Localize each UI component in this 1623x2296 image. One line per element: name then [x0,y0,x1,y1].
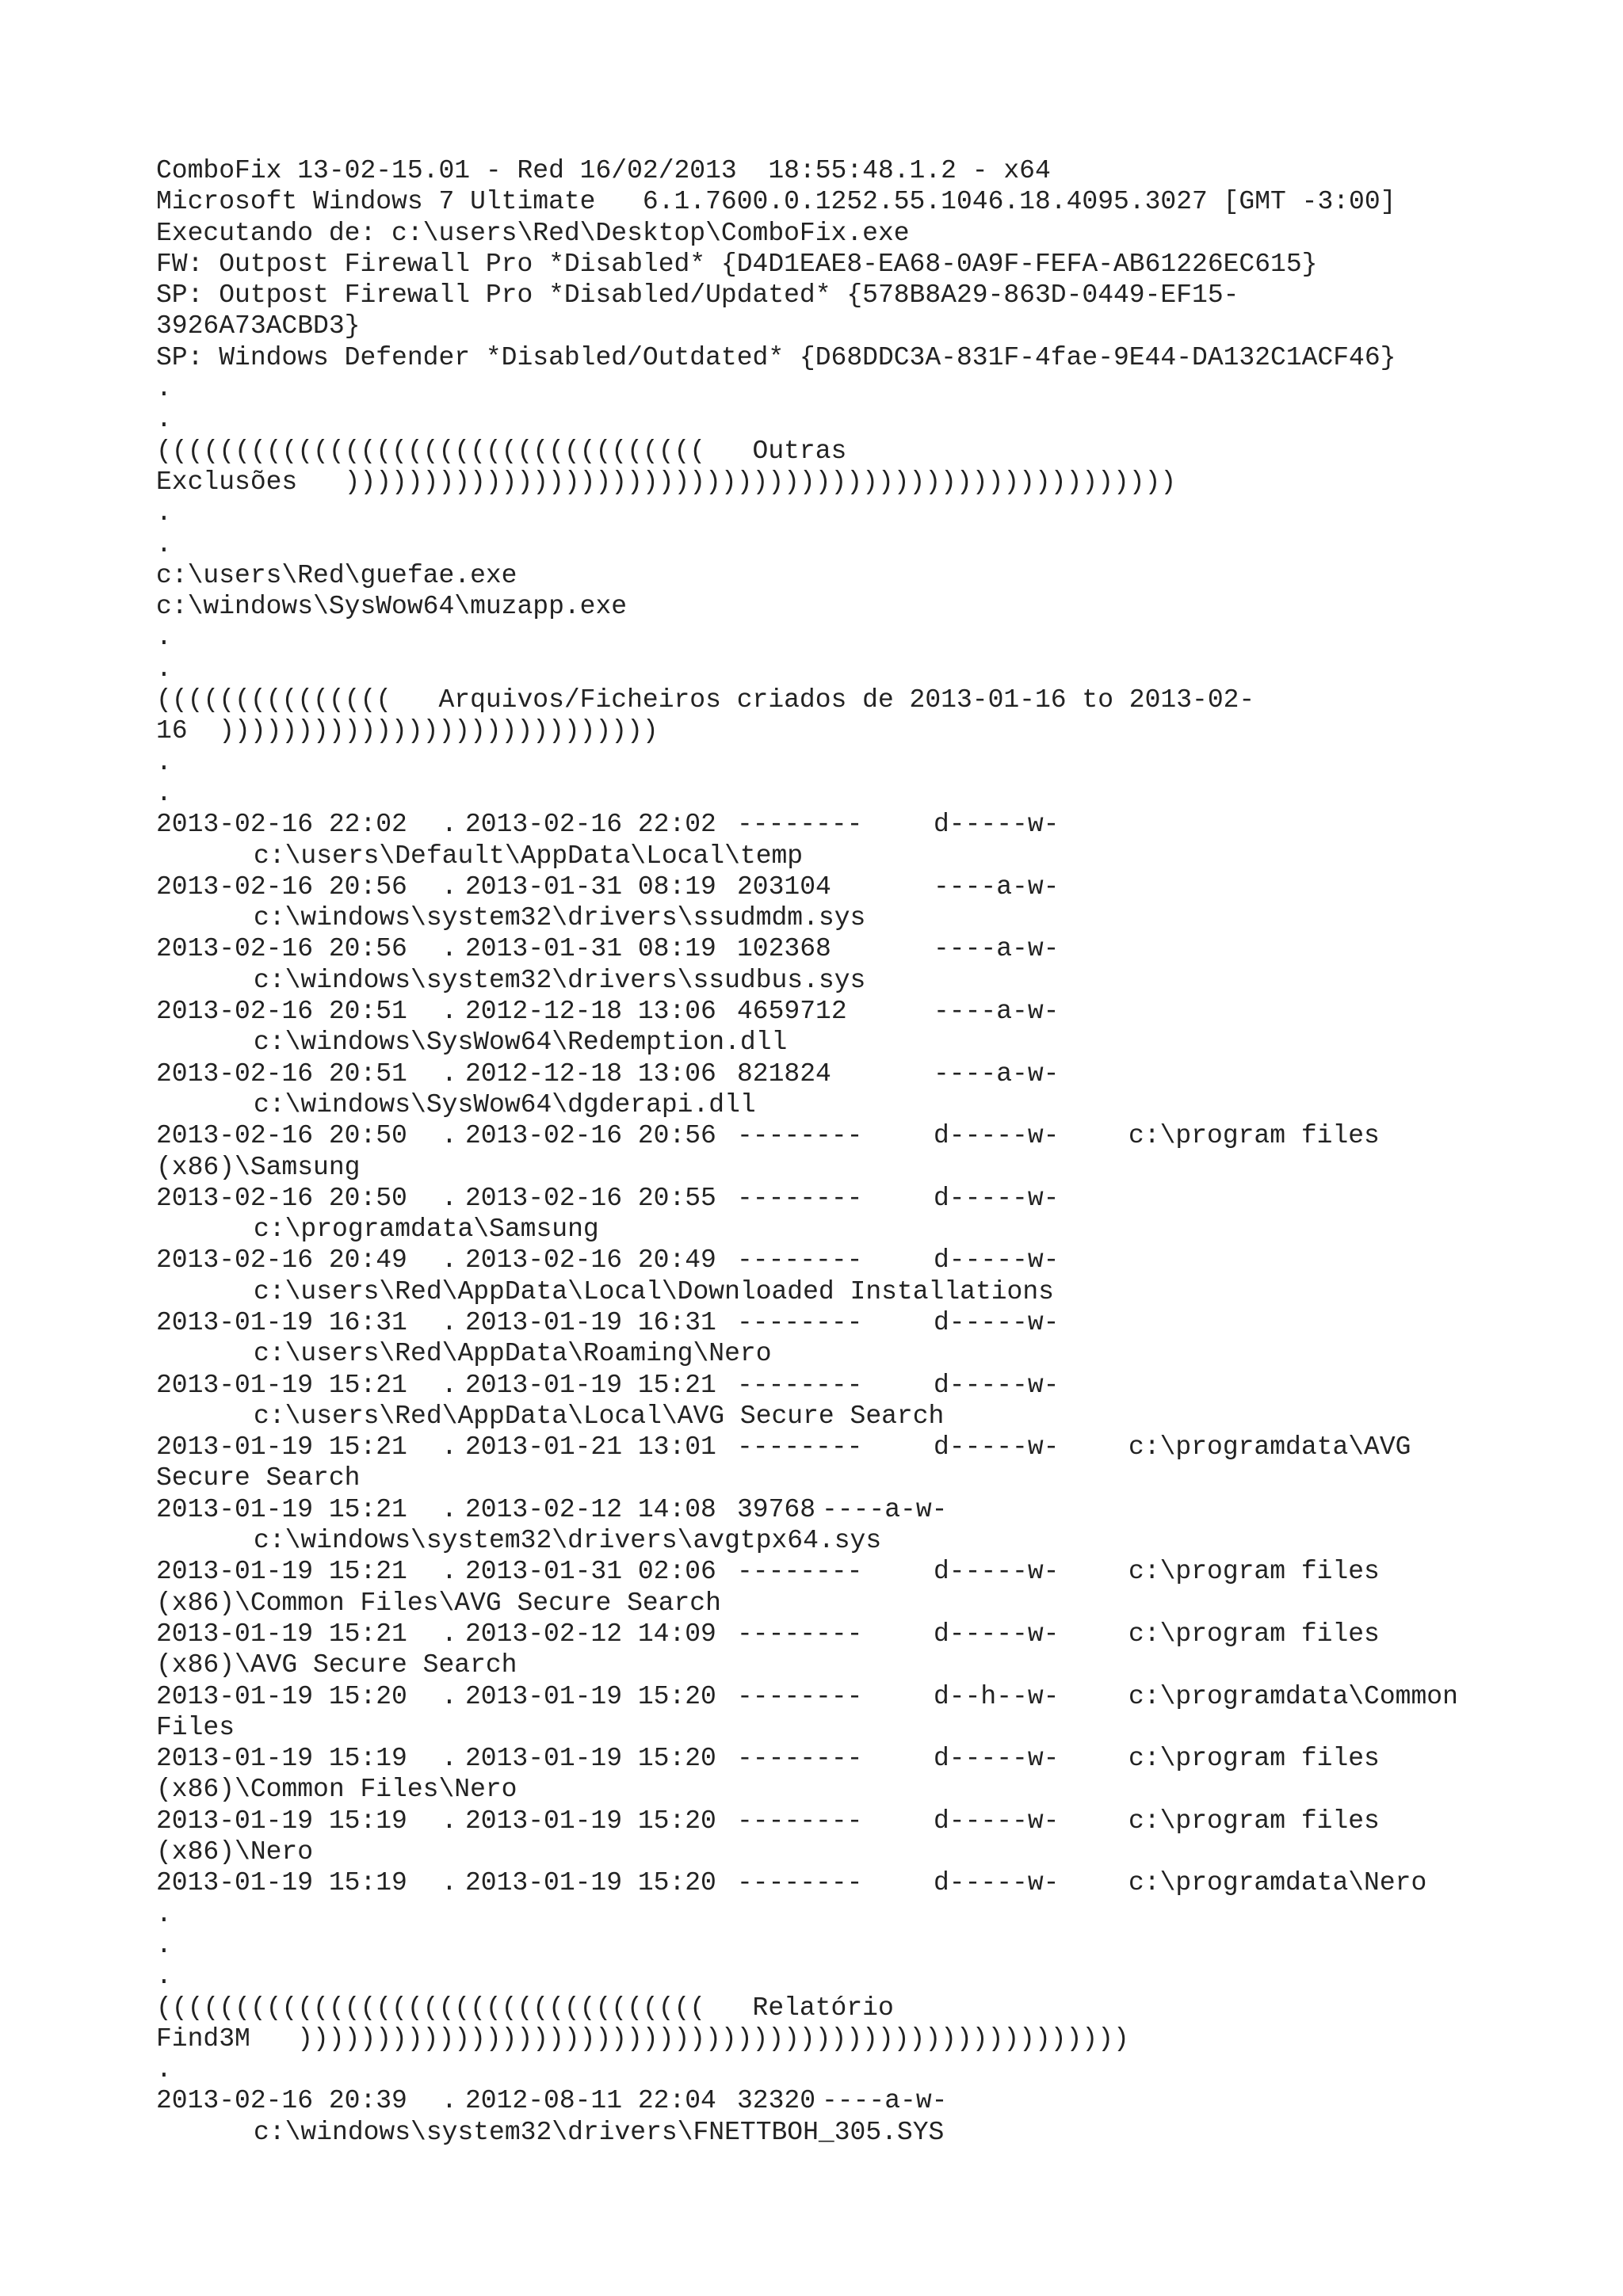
header-line: SP: Windows Defender *Disabled/Outdated* {D68DDC3A-831F-4fae-9E44-DA132C1ACF46} [156,342,1396,372]
file-entry [156,1494,1503,1557]
modified-date: 2012-08-11 22:04 [465,2086,716,2116]
file-entry-row [156,996,1503,1027]
separator-dot: . [441,1370,457,1400]
modified-date: 2013-02-16 22:02 [465,810,716,840]
file-path: c:\users\Red\AppData\Local\AVG Secure Search [254,1401,945,1431]
created-date: 2013-02-16 20:56 [156,871,407,902]
file-path: c:\users\Default\AppData\Local\temp [254,841,804,871]
separator-dot: . [441,1307,457,1337]
dot-separator: . [156,623,172,653]
excluded-file: c:\users\Red\guefae.exe [156,560,517,590]
file-size: 203104 [737,871,831,902]
file-path: (x86)\AVG Secure Search [156,1650,517,1680]
file-entry-row [156,1681,1503,1712]
modified-date: 2013-01-19 15:20 [465,1744,716,1774]
modified-date: 2013-01-31 08:19 [465,871,716,902]
dot-separator: . [156,405,172,435]
file-attributes: ----a-w- [934,1058,1060,1089]
header-line: SP: Outpost Firewall Pro *Disabled/Updated* {578B8A29-863D-0449-EF15- [156,280,1239,311]
dot-separator: . [156,1930,172,1960]
file-path: c:\windows\SysWow64\Redemption.dll [254,1028,788,1058]
modified-date: 2013-02-16 20:49 [465,1245,716,1276]
modified-date: 2013-01-19 15:20 [465,1681,716,1711]
file-entry [156,933,1503,996]
file-path: (x86)\Common Files\AVG Secure Search [156,1588,721,1618]
separator-dot: . [441,1183,457,1213]
file-entry [156,1743,1503,1806]
file-entry-row [156,1556,1503,1587]
file-entry [156,1307,1503,1370]
modified-date: 2013-01-21 13:01 [465,1432,716,1463]
file-attributes: d-----w- [934,1744,1060,1774]
file-entry-row [156,1307,1503,1338]
file-entry-row [156,1183,1503,1214]
section-heading: ((((((((((((((( Arquivos/Ficheiros criados de 2013-01-16 to 2013-02- [156,685,1255,715]
separator-dot: . [441,997,457,1027]
file-path: c:\users\Red\AppData\Local\Downloaded Installations [254,1276,1054,1306]
created-date: 2013-02-16 20:39 [156,2086,407,2116]
file-attributes: ----a-w- [934,997,1060,1027]
header-line: FW: Outpost Firewall Pro *Disabled* {D4D1EAE8-EA68-0A9F-FEFA-AB61226EC615} [156,249,1318,279]
file-size: -------- [737,1681,863,1711]
file-attributes: ----a-w- [822,1494,948,1524]
created-date: 2013-01-19 15:20 [156,1681,407,1711]
file-entry [156,1806,1503,1868]
file-entry-row [156,1743,1503,1774]
file-entry-row [156,1370,1503,1401]
created-date: 2013-02-16 20:50 [156,1183,407,1213]
file-size: -------- [737,1432,863,1463]
file-path: (x86)\Common Files\Nero [156,1775,517,1805]
file-attributes: d-----w- [934,1307,1060,1337]
separator-dot: . [441,1868,457,1898]
dot-separator: . [156,778,172,808]
file-size: -------- [737,1183,863,1213]
file-attributes: d-----w- [934,1370,1060,1400]
log-header [156,155,1503,373]
separator-dot: . [441,1121,457,1151]
file-path: c:\program files [1128,1806,1380,1836]
file-entry [156,1120,1503,1183]
file-path: c:\program files [1128,1557,1380,1587]
file-entry-row [156,1120,1503,1151]
separator-dot: . [441,1432,457,1463]
file-entries-list [156,2085,1503,2148]
header-line: Executando de: c:\users\Red\Desktop\ComboFix.exe [156,218,910,248]
modified-date: 2013-01-31 02:06 [465,1557,716,1587]
separator-dot: . [441,871,457,902]
file-attributes: d-----w- [934,1806,1060,1836]
file-entry-row [156,933,1503,964]
file-size: 32320 [737,2086,816,2116]
created-date: 2013-01-19 15:21 [156,1619,407,1649]
file-entry [156,1681,1503,1744]
file-size: -------- [737,1806,863,1836]
dot-separator: . [156,747,172,777]
file-entry [156,2085,1503,2148]
created-date: 2013-01-19 15:21 [156,1557,407,1587]
file-size: -------- [737,1557,863,1587]
file-entry [156,1245,1503,1307]
excluded-file: c:\windows\SysWow64\muzapp.exe [156,592,628,622]
section-heading: ((((((((((((((((((((((((((((((((((( Relatório [156,1993,894,2023]
file-path: c:\program files [1128,1744,1380,1774]
section-files-created [156,685,1503,1899]
section-heading: Find3M ))))))))))))))))))))))))))))))))))))))))))))))))))))) [156,2023,1129,2054]
file-path: c:\windows\system32\drivers\avgtpx64.sys [254,1526,882,1556]
file-attributes: d-----w- [934,1619,1060,1649]
modified-date: 2013-02-16 20:56 [465,1121,716,1151]
file-attributes: d-----w- [934,1557,1060,1587]
file-size: -------- [737,1370,863,1400]
file-size: -------- [737,1744,863,1774]
file-size: -------- [737,1121,863,1151]
file-attributes: d-----w- [934,1868,1060,1898]
created-date: 2013-01-19 15:19 [156,1806,407,1836]
file-entry [156,1058,1503,1121]
separator-dot: . [441,810,457,840]
file-attributes: ----a-w- [934,871,1060,902]
file-attributes: ----a-w- [934,934,1060,964]
file-entry-row [156,1432,1503,1463]
modified-date: 2012-12-18 13:06 [465,1058,716,1089]
created-date: 2013-02-16 20:56 [156,934,407,964]
modified-date: 2013-01-31 08:19 [465,934,716,964]
created-date: 2013-01-19 15:21 [156,1432,407,1463]
file-size: -------- [737,1619,863,1649]
created-date: 2013-02-16 22:02 [156,810,407,840]
separator-dot: . [441,1619,457,1649]
created-date: 2013-01-19 16:31 [156,1307,407,1337]
file-attributes: ----a-w- [822,2086,948,2116]
file-entry [156,1183,1503,1245]
file-entry [156,996,1503,1058]
file-path: c:\program files [1128,1121,1380,1151]
file-entry [156,1619,1503,1681]
file-entry-row [156,1245,1503,1276]
separator-dot: . [441,2086,457,2116]
section-heading: 16 )))))))))))))))))))))))))))) [156,716,659,746]
file-attributes: d-----w- [934,1183,1060,1213]
file-path: c:\program files [1128,1619,1380,1649]
file-path: (x86)\Samsung [156,1152,361,1182]
header-line: 3926A73ACBD3} [156,311,361,341]
file-path: c:\windows\SysWow64\dgderapi.dll [254,1089,756,1119]
modified-date: 2013-01-19 15:21 [465,1370,716,1400]
file-entry [156,871,1503,934]
dot-separator: . [156,498,172,528]
file-path: c:\windows\system32\drivers\ssudmdm.sys [254,903,866,933]
header-line: Microsoft Windows 7 Ultimate 6.1.7600.0.1252.55.1046.18.4095.3027 [GMT -3:00] [156,187,1396,217]
file-entry-row [156,1867,1503,1898]
created-date: 2013-01-19 15:19 [156,1744,407,1774]
created-date: 2013-01-19 15:21 [156,1370,407,1400]
modified-date: 2013-01-19 15:20 [465,1868,716,1898]
file-attributes: d-----w- [934,810,1060,840]
file-attributes: d-----w- [934,1245,1060,1276]
file-path: Files [156,1712,235,1742]
file-entry-row [156,1619,1503,1650]
file-path: c:\windows\system32\drivers\FNETTBOH_305.SYS [254,2117,945,2147]
file-path: c:\windows\system32\drivers\ssudbus.sys [254,965,866,995]
file-path: c:\programdata\Common [1128,1681,1458,1711]
dot-separator: . [156,374,172,404]
dot-separator: . [156,529,172,559]
file-size: -------- [737,1868,863,1898]
created-date: 2013-02-16 20:51 [156,1058,407,1089]
separator-dot: . [441,1494,457,1524]
section-heading: ((((((((((((((((((((((((((((((((((( Outras [156,436,847,466]
dot-separator: . [156,2055,172,2085]
section-find3m [156,1993,1503,2148]
file-size: 39768 [737,1494,816,1524]
file-size: -------- [737,810,863,840]
file-path: (x86)\Nero [156,1837,314,1867]
section-exclusions [156,436,1503,623]
created-date: 2013-02-16 20:50 [156,1121,407,1151]
file-size: 4659712 [737,997,847,1027]
dot-separator: . [156,654,172,684]
created-date: 2013-01-19 15:19 [156,1868,407,1898]
modified-date: 2013-02-16 20:55 [465,1183,716,1213]
modified-date: 2013-01-19 15:20 [465,1806,716,1836]
file-attributes: d-----w- [934,1121,1060,1151]
file-path: Secure Search [156,1463,361,1493]
dot-separator: . [156,1962,172,1992]
file-entry-row [156,871,1503,902]
file-path: c:\programdata\AVG [1128,1432,1411,1463]
modified-date: 2013-02-12 14:08 [465,1494,716,1524]
separator-dot: . [441,1245,457,1276]
dot-separator: . [156,1899,172,1929]
file-size: 102368 [737,934,831,964]
separator-dot: . [441,1058,457,1089]
file-entry-row [156,1058,1503,1089]
file-attributes: d-----w- [934,1432,1060,1463]
combofix-log [156,155,1503,2148]
file-entry-row [156,809,1503,840]
file-entry-row [156,2085,1503,2116]
file-entry [156,1867,1503,1898]
separator-dot: . [441,934,457,964]
separator-dot: . [441,1557,457,1587]
created-date: 2013-01-19 15:21 [156,1494,407,1524]
file-entry-row [156,1806,1503,1836]
file-entries-list [156,809,1503,1898]
file-path: c:\programdata\Samsung [254,1215,599,1245]
header-line: ComboFix 13-02-15.01 - Red 16/02/2013 18:55:48.1.2 - x64 [156,156,1051,185]
created-date: 2013-02-16 20:51 [156,997,407,1027]
file-attributes: d--h--w- [934,1681,1060,1711]
file-entry [156,809,1503,871]
file-entry [156,1432,1503,1494]
file-entry [156,1370,1503,1432]
file-entry-row [156,1494,1503,1525]
file-size: 821824 [737,1058,831,1089]
section-heading: Exclusões ))))))))))))))))))))))))))))))))))))))))))))))))))))) [156,467,1177,497]
file-size: -------- [737,1245,863,1276]
file-entry [156,1556,1503,1619]
modified-date: 2013-02-12 14:09 [465,1619,716,1649]
modified-date: 2012-12-18 13:06 [465,997,716,1027]
created-date: 2013-02-16 20:49 [156,1245,407,1276]
separator-dot: . [441,1744,457,1774]
file-path: c:\users\Red\AppData\Roaming\Nero [254,1339,772,1369]
modified-date: 2013-01-19 16:31 [465,1307,716,1337]
separator-dot: . [441,1681,457,1711]
file-size: -------- [737,1307,863,1337]
separator-dot: . [441,1806,457,1836]
file-path: c:\programdata\Nero [1128,1868,1427,1898]
